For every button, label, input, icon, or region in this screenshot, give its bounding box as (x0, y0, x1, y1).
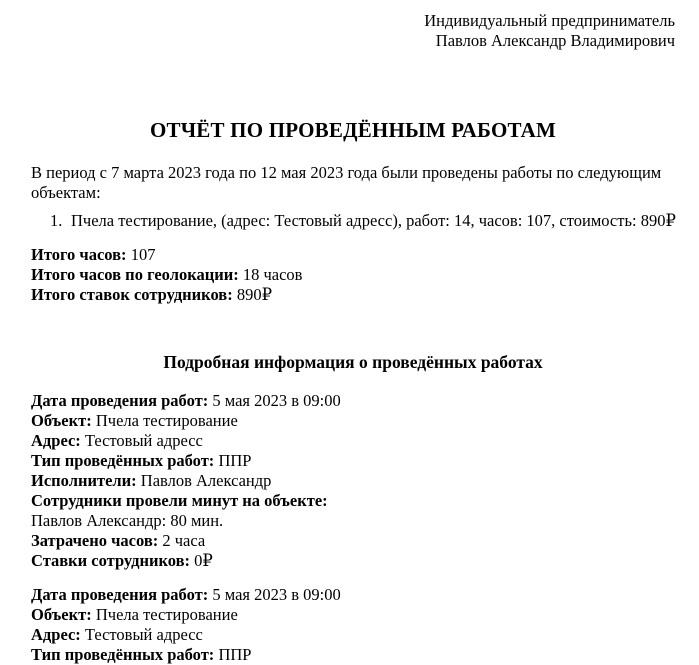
field-label: Адрес: (31, 431, 81, 450)
intro-paragraph: В период с 7 марта 2023 года по 12 мая 2023 года были проведены работы по следующим объектам: (31, 163, 662, 202)
entry-field (31, 511, 675, 531)
field-value: 5 мая 2023 в 09:00 (212, 585, 341, 604)
field-label: Исполнители: (31, 471, 137, 490)
totals-section (31, 245, 675, 305)
object-list-item (31, 211, 675, 231)
total-label: Итого ставок сотрудников: (31, 285, 233, 304)
field-label: Объект: (31, 605, 92, 624)
object-number: 1. (50, 211, 63, 230)
field-label: Адрес: (31, 625, 81, 644)
field-label: Дата проведения работ: (31, 391, 209, 410)
field-label: Объект: (31, 411, 92, 430)
work-entries (31, 391, 675, 665)
work-entry (31, 585, 675, 665)
entry-field (31, 491, 675, 511)
report-header (31, 11, 675, 51)
field-label: Ставки сотрудников: (31, 551, 191, 570)
entry-field (31, 605, 675, 625)
field-value: Тестовый адресс (84, 431, 203, 450)
object-text: Пчела тестирование, (адрес: Тестовый адресс), работ: 14, часов: 107, стоимость: 890₽ (71, 211, 676, 230)
details-heading: Подробная информация о проведённых работах (163, 352, 543, 372)
field-value: 5 мая 2023 в 09:00 (212, 391, 341, 410)
field-label: Затрачено часов: (31, 531, 159, 550)
field-value: ППР (218, 451, 252, 470)
field-label: Сотрудники провели минут на объекте: (31, 491, 328, 510)
report-title: ОТЧЁТ ПО ПРОВЕДЁННЫМ РАБОТАМ (149, 118, 557, 142)
field-label: Дата проведения работ: (31, 585, 209, 604)
field-value: Павлов Александр (140, 471, 272, 490)
objects-list (31, 211, 675, 231)
entry-field (31, 551, 675, 571)
total-value: 890₽ (236, 285, 273, 304)
entry-field (31, 391, 675, 411)
entry-field (31, 411, 675, 431)
entry-field (31, 645, 675, 665)
field-label: Тип проведённых работ: (31, 645, 215, 664)
entry-field (31, 531, 675, 551)
field-value: Пчела тестирование (95, 411, 238, 430)
total-line (31, 265, 675, 285)
entry-field (31, 471, 675, 491)
entry-field (31, 585, 675, 605)
header-line-person: Павлов Александр Владимирович (435, 31, 675, 50)
total-label: Итого часов: (31, 245, 127, 264)
field-value: ППР (218, 645, 252, 664)
total-line (31, 245, 675, 265)
total-label: Итого часов по геолокации: (31, 265, 239, 284)
field-value: 0₽ (194, 551, 213, 570)
header-line-company: Индивидуальный предприниматель (424, 11, 675, 30)
field-value: Павлов Александр: 80 мин. (31, 511, 224, 530)
field-label: Тип проведённых работ: (31, 451, 215, 470)
total-value: 107 (130, 245, 156, 264)
field-value: 2 часа (162, 531, 206, 550)
entry-field (31, 431, 675, 451)
total-line (31, 285, 675, 305)
field-value: Тестовый адресс (84, 625, 203, 644)
total-value: 18 часов (242, 265, 303, 284)
field-value: Пчела тестирование (95, 605, 238, 624)
entry-field (31, 451, 675, 471)
work-entry (31, 391, 675, 571)
entry-field (31, 625, 675, 645)
